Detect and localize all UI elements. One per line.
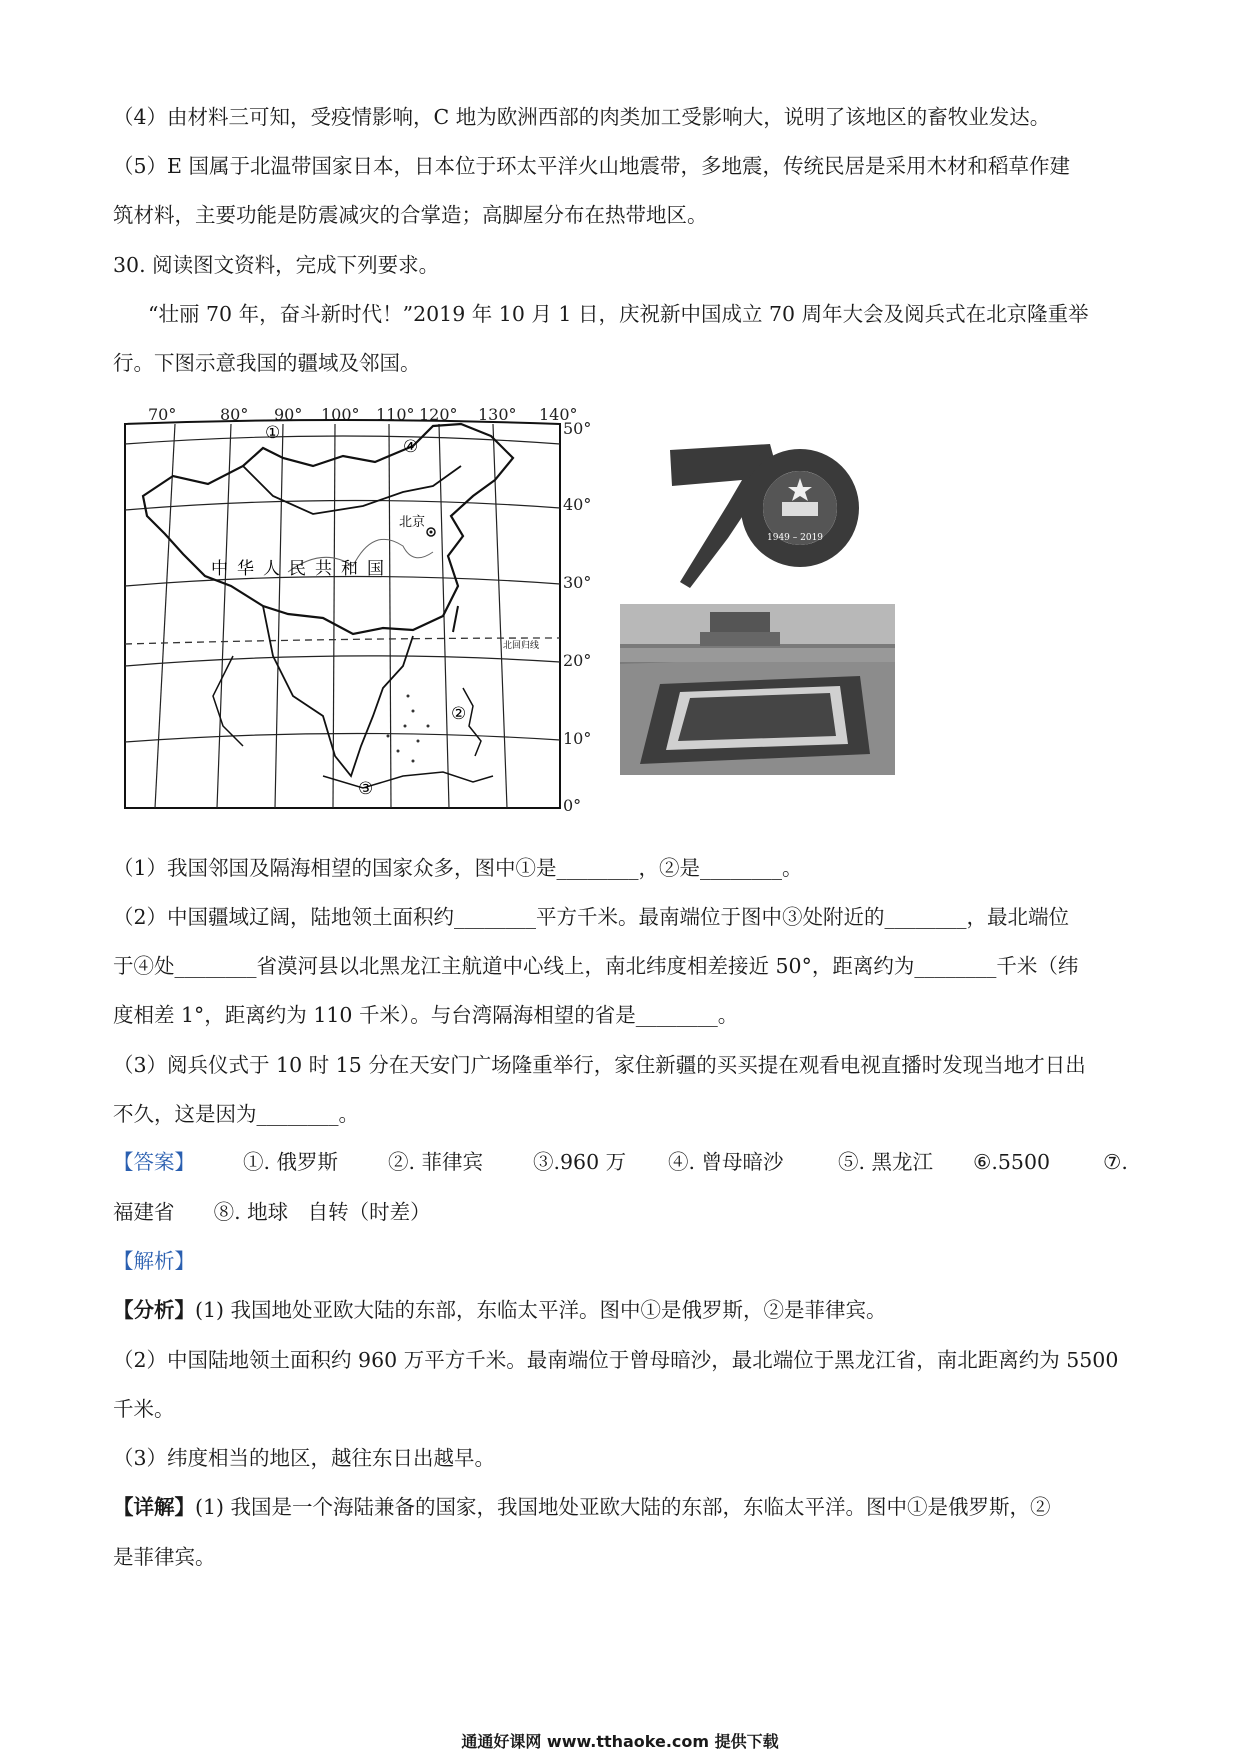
fenxi-label: 【分析】 <box>113 1298 195 1322</box>
fenxi-line2: （2）中国陆地领土面积约 960 万平方千米。最南端位于曾母暗沙，最北端位于黑龙江省，南北距离约为 5500 <box>113 1348 1119 1372</box>
question-30-title: 30. 阅读图文资料，完成下列要求。 <box>113 253 440 277</box>
sub-question-2-line3: 度相差 1°，距离约为 110 千米）。与台湾隔海相望的省是________。 <box>113 1003 739 1027</box>
sub-question-2-line2: 于④处________省漠河县以北黑龙江主航道中心线上，南北纬度相差接近 50°，距离约为________千米（纬 <box>113 954 1079 978</box>
sub-question-2-line1: （2）中国疆域辽阔，陆地领土面积约________平方千米。最南端位于图中③处附近的________，最北端位 <box>113 905 1070 929</box>
lat-label: 30° <box>563 573 592 592</box>
marker-3: ③ <box>358 779 374 799</box>
sub-question-1: （1）我国邻国及隔海相望的国家众多，图中①是________，②是________。 <box>113 856 803 880</box>
para-5-line2: 筑材料，主要功能是防震减灾的合掌造；高脚屋分布在热带地区。 <box>113 203 708 227</box>
fenxi-line4: （3）纬度相当的地区，越往东日出越早。 <box>113 1446 496 1470</box>
lon-label: 80° <box>220 405 249 424</box>
answer-label: 【答案】 <box>113 1150 195 1174</box>
lat-label: 40° <box>563 495 592 514</box>
intro-line2: 行。下图示意我国的疆域及邻国。 <box>113 351 421 375</box>
marker-4: ④ <box>403 437 419 457</box>
answer-item: ②. 菲律宾 <box>388 1150 484 1174</box>
anniversary-70-logo <box>650 440 855 590</box>
lat-label: 20° <box>563 651 592 670</box>
answer-line2: 福建省 ⑧. 地球 自转（时差） <box>113 1200 431 1224</box>
lat-label: 0° <box>563 796 582 815</box>
lon-label: 70° <box>148 405 177 424</box>
xiangjie-text: (1) 我国是一个海陆兼备的国家，我国地处亚欧大陆的东部，东临太平洋。图中①是俄罗斯，② <box>195 1495 1051 1519</box>
answer-item: ③.960 万 <box>533 1150 627 1174</box>
answer-item: ⑤. 黑龙江 <box>838 1150 934 1174</box>
answer-item: ⑦. <box>1103 1150 1128 1174</box>
china-outline <box>143 424 513 634</box>
sub-question-3-line1: （3）阅兵仪式于 10 时 15 分在天安门广场隆重举行，家住新疆的买买提在观看电视直播时发现当地才日出 <box>113 1053 1086 1077</box>
analysis-label: 【解析】 <box>113 1249 195 1273</box>
xiangjie-line1 <box>113 1493 1051 1521</box>
marker-2: ② <box>451 704 467 724</box>
lat-label: 10° <box>563 729 592 748</box>
page-footer: 通通好课网 www.tthaoke.com 提供下载 <box>461 1732 779 1751</box>
para-5-line1: （5）E 国属于北温带国家日本，日本位于环太平洋火山地震带，多地震，传统民居是采用木材和稻草作建 <box>113 154 1071 178</box>
lon-label: 120° <box>419 405 458 424</box>
answer-line1 <box>113 1148 1129 1176</box>
tropic-line <box>125 638 560 644</box>
lon-label: 130° <box>478 405 517 424</box>
fenxi-line1 <box>113 1296 887 1324</box>
country-label: 中华人民共和国 <box>211 559 393 579</box>
lat-label: 50° <box>563 419 592 438</box>
answer-item: ⑥.5500 <box>973 1150 1051 1174</box>
capital-label: 北京 <box>399 515 426 530</box>
lon-label: 90° <box>274 405 303 424</box>
intro-line1: “壮丽 70 年，奋斗新时代！”2019 年 10 月 1 日，庆祝新中国成立 70 周年大会及阅兵式在北京隆重举 <box>148 302 1089 326</box>
answer-item: ④. 曾母暗沙 <box>668 1150 784 1174</box>
xiangjie-line2: 是菲律宾。 <box>113 1545 216 1569</box>
parade-photo <box>620 604 895 775</box>
logo-years: 1949 – 2019 <box>767 533 824 543</box>
lon-label: 100° <box>321 405 360 424</box>
lon-label: 140° <box>539 405 578 424</box>
marker-1: ① <box>265 423 281 443</box>
fenxi-line3: 千米。 <box>113 1397 175 1421</box>
para-4: （4）由材料三可知，受疫情影响，C 地为欧洲西部的肉类加工受影响大，说明了该地区的畜牧业发达。 <box>113 105 1051 129</box>
xiangjie-label: 【详解】 <box>113 1495 195 1519</box>
tropic-label: 北回归线 <box>503 641 540 651</box>
answer-item: ①. 俄罗斯 <box>243 1150 339 1174</box>
sub-question-3-line2: 不久，这是因为________。 <box>113 1102 359 1126</box>
fenxi-text: (1) 我国地处亚欧大陆的东部，东临太平洋。图中①是俄罗斯，②是菲律宾。 <box>195 1298 887 1322</box>
china-map <box>113 396 592 816</box>
lon-label: 110° <box>376 405 415 424</box>
